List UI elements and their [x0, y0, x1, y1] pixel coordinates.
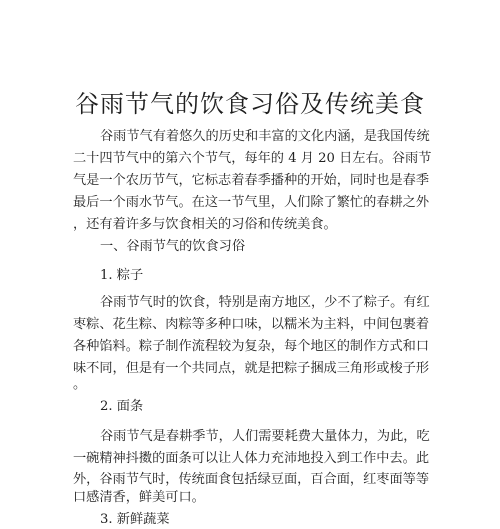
- item-1-line-2: 枣粽、花生粽、肉粽等多种口味，以糯米为主料，中间包裹着: [73, 317, 430, 332]
- intro-line-2: 二十四节气中的第六个节气，每年的 4 月 20 日左右。谷雨节: [73, 151, 432, 166]
- item-2-line-3: 外，谷雨节气时，传统面食包括绿豆面，百合面，红枣面等等: [73, 472, 430, 487]
- intro-line-5: ，还有着许多与饮食相关的习俗和传统美食。: [73, 217, 337, 232]
- item-1-line-1: 谷雨节气时的饮食，特别是南方地区，少不了粽子。有红: [100, 295, 430, 310]
- intro-line-3: 气是一个农历节气，它标志着春季播种的开始，同时也是春季: [73, 173, 430, 188]
- item-2-line-1: 谷雨节气是春耕季节，人们需要耗费大量体力，为此，吃: [100, 429, 430, 444]
- section-1-heading: 一、谷雨节气的饮食习俗: [100, 239, 246, 254]
- intro-line-4: 最后一个雨水节气。在这一节气里，人们除了繁忙的春耕之外: [73, 195, 430, 210]
- item-1-line-4: 味不同，但是有一个共同点，就是把粽子捆成三角形或梭子形: [73, 361, 430, 376]
- item-2-line-2: 一碗精神抖擞的面条可以让人体力充沛地投入到工作中去。此: [73, 451, 430, 466]
- item-1-line-3: 各种馅料。粽子制作流程较为复杂，每个地区的制作方式和口: [73, 339, 430, 354]
- item-3-heading-partial: 3. 新鲜蔬菜: [100, 512, 170, 527]
- item-1-heading: 1. 粽子: [100, 268, 144, 283]
- intro-line-1: 谷雨节气有着悠久的历史和丰富的文化内涵，是我国传统: [100, 129, 430, 144]
- item-1-line-5: 。: [73, 377, 87, 392]
- item-2-heading: 2. 面条: [100, 399, 144, 414]
- document-title: 谷雨节气的饮食习俗及传统美食: [75, 90, 425, 118]
- item-2-line-4: 口感清香，鲜美可口。: [73, 490, 205, 505]
